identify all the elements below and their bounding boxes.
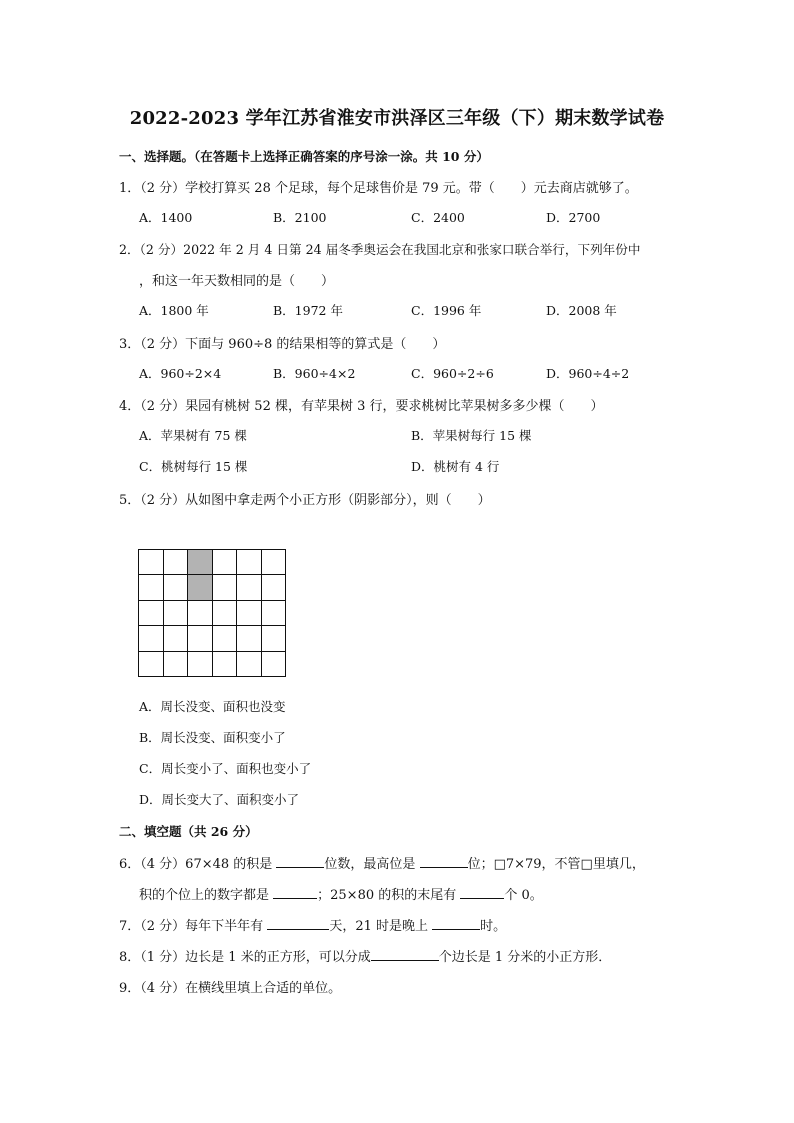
grid-square [213, 626, 238, 651]
grid-square [237, 626, 262, 651]
grid-square [237, 652, 262, 677]
page-title: 2022-2023 学年江苏省淮安市洪泽区三年级（下）期末数学试卷 [129, 108, 665, 129]
question-4: 4．（2 分）果园有桃树 52 棵，有苹果树 3 行，要求桃树比苹果树多多少棵（ ） [119, 399, 604, 414]
q4-option-a: A．苹果树有 75 棵 [139, 428, 247, 443]
q3-option-d: D．960÷4÷2 [546, 366, 630, 381]
grid-square [213, 601, 238, 626]
question-2-line-1: 2．（2 分）2022 年 2 月 4 日第 24 届冬季奥运会在我国北京和张家口联合举行，下列年份中 [119, 242, 641, 257]
q2-option-d: D．2008 年 [546, 303, 617, 318]
q4-option-d: D．桃树有 4 行 [411, 459, 500, 474]
q5-option-d: D．周长变大了、面积变小了 [139, 792, 300, 807]
question-7 [119, 915, 506, 934]
question-3: 3．（2 分）下面与 960÷8 的结果相等的算式是（ ） [119, 337, 446, 352]
q1-option-b: B．2100 [273, 210, 327, 225]
q1-option-a: A．1400 [139, 210, 193, 225]
grid-square [262, 550, 287, 575]
grid-square [139, 652, 164, 677]
answer-blank[interactable] [276, 855, 324, 868]
grid-square [164, 575, 189, 600]
question-9: 9．（4 分）在横线里填上合适的单位。 [119, 981, 342, 996]
q1-option-c: C．2400 [411, 210, 465, 225]
q6-text-f: 个 0。 [504, 888, 543, 903]
grid-square [188, 626, 213, 651]
q7-text-b: 天，21 时是晚上 [329, 919, 433, 934]
grid-square [213, 575, 238, 600]
grid-square [262, 575, 287, 600]
section-heading-choice: 一、选择题。（在答题卡上选择正确答案的序号涂一涂。共 10 分） [119, 149, 489, 164]
grid-square [237, 601, 262, 626]
answer-blank[interactable] [273, 886, 317, 899]
q8-text-a: 8．（1 分）边长是 1 米的正方形，可以分成 [119, 950, 371, 965]
q5-option-a: A．周长没变、面积也没变 [139, 699, 286, 714]
grid-square [139, 601, 164, 626]
section-heading-fill: 二、填空题（共 26 分） [119, 824, 258, 839]
question-6-line-2 [139, 884, 543, 903]
grid-square [262, 601, 287, 626]
q6-text-b: 位数，最高位是 [324, 857, 420, 872]
answer-blank[interactable] [267, 917, 329, 930]
grid-square [164, 626, 189, 651]
q3-option-a: A．960÷2×4 [139, 366, 222, 381]
grid-square [213, 652, 238, 677]
q6-text-a: 6．（4 分）67×48 的积是 [119, 857, 277, 872]
q4-option-b: B．苹果树每行 15 棵 [411, 428, 532, 443]
answer-blank[interactable] [371, 948, 439, 961]
answer-blank[interactable] [432, 917, 480, 930]
q6-text-d: 积的个位上的数字都是 [139, 888, 274, 903]
q6-text-e: ；25×80 的积的末尾有 [317, 888, 461, 903]
question-1: 1．（2 分）学校打算买 28 个足球，每个足球售价是 79 元。带（ ）元去商店就够了。 [119, 181, 638, 196]
q5-option-b: B．周长没变、面积变小了 [139, 730, 286, 745]
q4-option-c: C．桃树每行 15 棵 [139, 459, 248, 474]
q2-option-b: B．1972 年 [273, 303, 343, 318]
grid-square [262, 626, 287, 651]
q3-option-b: B．960÷4×2 [273, 366, 356, 381]
q2-option-c: C．1996 年 [411, 303, 482, 318]
grid-square [139, 626, 164, 651]
q2-option-a: A．1800 年 [139, 303, 209, 318]
shaded-square [188, 575, 213, 600]
grid-square [164, 652, 189, 677]
answer-blank[interactable] [460, 886, 504, 899]
q6-text-c: 位；□7×79，不管□里填几， [467, 857, 645, 872]
q3-option-c: C．960÷2÷6 [411, 366, 494, 381]
question-8 [119, 946, 611, 965]
grid-square [139, 550, 164, 575]
q7-text-c: 时。 [480, 919, 507, 934]
square-grid-figure [138, 549, 286, 677]
question-2-line-2: ，和这一年天数相同的是（ ） [139, 274, 335, 289]
question-6-line-1 [119, 853, 645, 872]
grid-square [262, 652, 287, 677]
grid-square [237, 575, 262, 600]
q5-option-c: C．周长变小了、面积也变小了 [139, 761, 312, 776]
question-5: 5．（2 分）从如图中拿走两个小正方形（阴影部分），则（ ） [119, 493, 491, 508]
grid-square [188, 601, 213, 626]
grid-square [188, 652, 213, 677]
q1-option-d: D．2700 [546, 210, 601, 225]
q8-text-b: 个边长是 1 分米的小正方形． [438, 950, 612, 965]
grid-square [164, 601, 189, 626]
grid-square [139, 575, 164, 600]
q7-text-a: 7．（2 分）每年下半年有 [119, 919, 268, 934]
answer-blank[interactable] [420, 855, 468, 868]
grid-square [237, 550, 262, 575]
grid-square [213, 550, 238, 575]
grid-square [164, 550, 189, 575]
shaded-square [188, 550, 213, 575]
